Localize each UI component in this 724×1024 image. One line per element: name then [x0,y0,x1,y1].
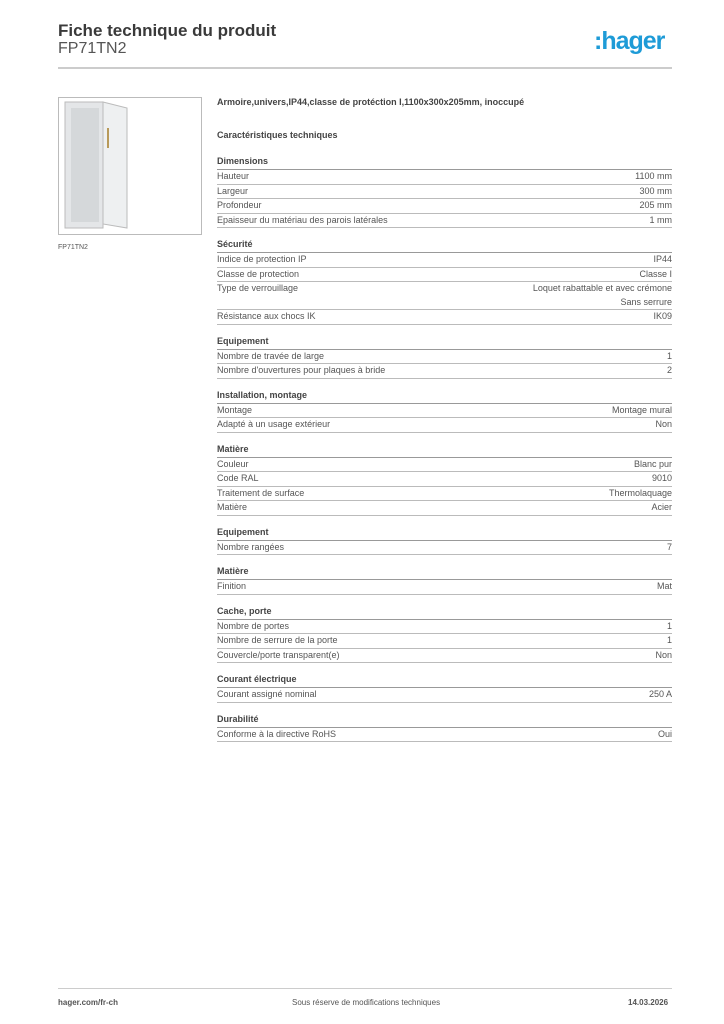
spec-label: Nombre de portes [217,620,290,631]
spec-row [217,418,672,433]
spec-row [217,728,672,743]
spec-value: 1 [666,350,672,361]
spec-value: Acier [651,502,672,512]
spec-label: Hauteur [217,171,250,181]
spec-value: Loquet rabattable et avec crémone Sans serrure [532,283,672,307]
footer-website[interactable]: hager.com/fr-ch [58,998,119,1007]
spec-label: Nombre de serrure de la porte [217,635,338,645]
spec-row [217,541,672,556]
spec-row [217,458,672,473]
spec-section [217,605,672,664]
spec-row [217,634,672,649]
section-title: Durabilité [217,713,672,728]
spec-label: Montage [217,404,253,415]
spec-section [217,238,672,325]
spec-value: Non [655,649,672,660]
spec-label: Courant assigné nominal [217,689,317,699]
spec-value: 7 [666,541,672,552]
spec-value: Mat [656,581,672,591]
spec-value: 300 mm [639,185,672,196]
spec-row [217,268,672,283]
spec-value: Classe I [639,268,672,279]
spec-content [217,97,672,742]
spec-label: Epaisseur du matériau des parois latérales [217,214,388,225]
spec-value: 1 mm [649,214,672,225]
spec-row [217,501,672,516]
spec-value: IP44 [653,254,672,264]
footer-date: 14.03.2026 [628,998,669,1007]
section-title: Equipement [217,526,672,541]
spec-row [217,170,672,185]
footer-disclaimer: Sous réserve de modifications techniques [292,998,441,1007]
spec-label: Nombre d'ouvertures pour plaques à bride [217,365,386,375]
spec-row [217,214,672,229]
spec-section [217,389,672,433]
spec-value: Montage mural [611,404,672,415]
spec-label: Largeur [217,185,249,196]
section-title: Dimensions [217,155,672,170]
spec-label: Couvercle/porte transparent(e) [217,649,340,660]
spec-label: Nombre de travée de large [217,350,325,361]
section-title: Installation, montage [217,389,672,404]
spec-value: Non [655,419,672,429]
spec-section [217,673,672,703]
spec-row [217,282,672,310]
spec-value: 1 [666,620,672,631]
spec-row [217,688,672,703]
spec-label: Type de verrouillage [217,283,299,293]
spec-label: Couleur [217,458,249,469]
spec-row [217,472,672,487]
spec-row [217,364,672,379]
section-title: Equipement [217,335,672,350]
spec-label: Profondeur [217,200,262,210]
hager-logo: :hager [594,27,665,55]
spec-value: IK09 [653,311,672,321]
spec-label: Classe de protection [217,268,300,279]
product-image [58,97,202,235]
spec-value: Thermolaquage [608,487,672,498]
spec-row [217,404,672,419]
spec-section [217,526,672,556]
section-title: Matière [217,443,672,458]
spec-label: Résistance aux chocs IK [217,311,316,321]
spec-label: Code RAL [217,473,259,483]
spec-label: Conforme à la directive RoHS [217,728,337,739]
spec-section [217,443,672,516]
spec-value: Blanc pur [633,458,672,469]
spec-value: Oui [657,728,672,739]
spec-label: Indice de protection IP [217,254,307,264]
spec-value: 1100 mm [635,171,672,181]
spec-value: 1 [666,635,672,645]
characteristics-title: Caractéristiques techniques [217,130,338,140]
section-title: Cache, porte [217,605,672,620]
section-title: Courant électrique [217,673,672,688]
spec-label: Nombre rangées [217,541,285,552]
spec-row [217,487,672,502]
spec-label: Traitement de surface [217,487,305,498]
spec-row [217,253,672,268]
spec-value: 205 mm [639,200,672,210]
spec-value: 9010 [651,473,672,483]
spec-section [217,713,672,743]
page-title: Fiche technique du produit [58,21,277,40]
spec-label: Adapté à un usage extérieur [217,419,331,429]
spec-value: 250 A [648,689,672,699]
spec-value: 2 [666,365,672,375]
product-description: Armoire,univers,IP44,classe de protéction I,1100x300x205mm, inoccupé [217,97,525,107]
spec-row [217,350,672,365]
spec-row [217,580,672,595]
spec-row [217,199,672,214]
footer-divider [58,988,672,989]
spec-row [217,649,672,664]
spec-row [217,310,672,325]
spec-label: Finition [217,581,247,591]
image-caption: FP71TN2 [58,244,88,251]
spec-row [217,185,672,200]
spec-label: Matière [217,502,248,512]
spec-section [217,155,672,228]
spec-section [217,335,672,379]
spec-row [217,620,672,635]
header-divider [58,67,672,69]
product-code: FP71TN2 [58,40,127,57]
spec-section [217,565,672,595]
section-title: Matière [217,565,672,580]
section-title: Sécurité [217,238,672,253]
